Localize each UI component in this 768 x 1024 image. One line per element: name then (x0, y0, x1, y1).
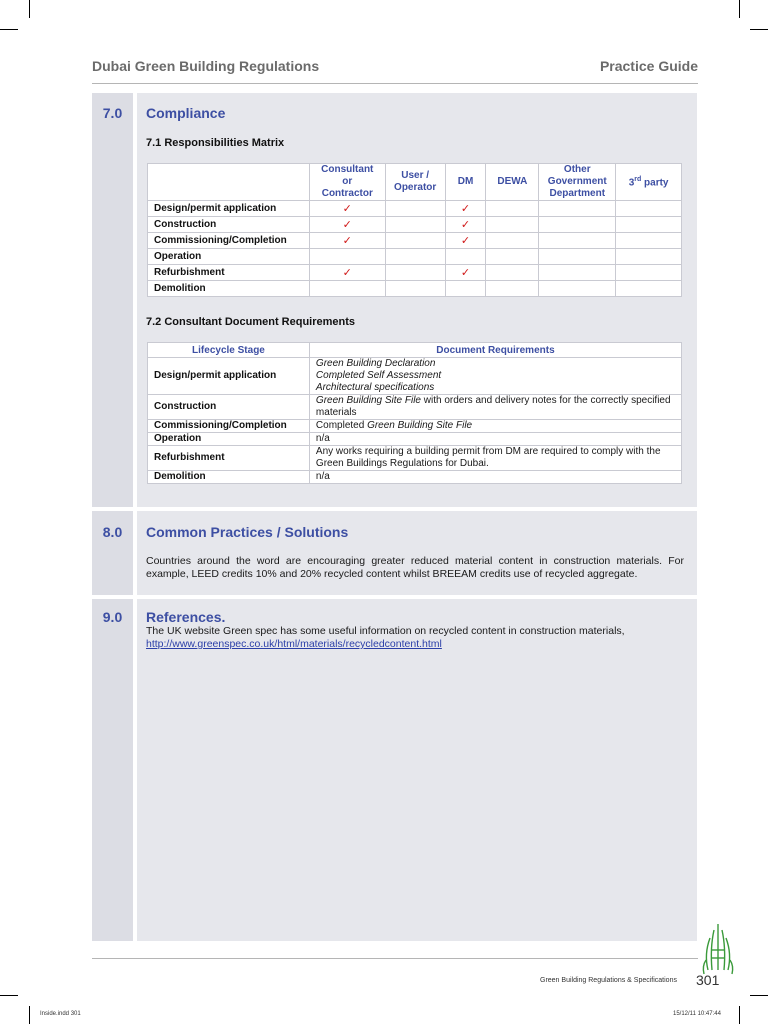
slug-file-info: Inside.indd 301 (40, 1011, 81, 1017)
section-title: Compliance (146, 105, 226, 121)
column-header-third-party: 3rd party (616, 164, 682, 201)
section-number: 7.0 (102, 105, 123, 121)
footer-text: Green Building Regulations & Specifications (540, 977, 677, 984)
references-text: The UK website Green spec has some useful information on recycled content in construction materials, (146, 625, 625, 637)
matrix-cell (309, 281, 385, 297)
stage-label: Operation (148, 433, 310, 446)
column-header-dewa: DEWA (486, 164, 539, 201)
requirement-cell: n/a (309, 433, 681, 446)
section-number: 9.0 (102, 609, 123, 625)
crop-mark (750, 995, 768, 996)
stage-label: Refurbishment (148, 446, 310, 471)
matrix-cell (616, 265, 682, 281)
crop-mark (29, 1006, 30, 1024)
column-header-lifecycle-stage: Lifecycle Stage (148, 343, 310, 358)
matrix-cell (486, 281, 539, 297)
matrix-cell (616, 233, 682, 249)
footer-rule (92, 958, 698, 959)
subsection-title: 7.1 Responsibilities Matrix (146, 137, 285, 149)
table-row (148, 281, 682, 297)
check-icon: ✓ (445, 201, 486, 217)
stage-label: Operation (148, 249, 310, 265)
crop-mark (0, 995, 18, 996)
matrix-cell (616, 281, 682, 297)
table-row (148, 217, 682, 233)
crop-mark (739, 1006, 740, 1024)
matrix-cell (385, 281, 445, 297)
table-row (148, 358, 682, 395)
column-header-user-operator: User / Operator (385, 164, 445, 201)
column-header-dm: DM (445, 164, 486, 201)
section-number-panel (92, 599, 133, 941)
requirement-cell: Completed Green Building Site File (309, 420, 681, 433)
matrix-corner-cell (148, 164, 310, 201)
matrix-cell (486, 201, 539, 217)
requirement-cell: Green Building Site File with orders and delivery notes for the correctly specified materials (309, 395, 681, 420)
matrix-cell (309, 249, 385, 265)
matrix-cell (385, 217, 445, 233)
matrix-cell (486, 265, 539, 281)
subsection-title: 7.2 Consultant Document Requirements (146, 316, 356, 328)
table-row (148, 249, 682, 265)
matrix-header-row (148, 164, 682, 201)
table-row (148, 395, 682, 420)
stage-label: Commissioning/Completion (148, 420, 310, 433)
table-row (148, 420, 682, 433)
stage-label: Refurbishment (148, 265, 310, 281)
section-title: Common Practices / Solutions (146, 524, 349, 540)
table-row (148, 446, 682, 471)
matrix-cell (539, 249, 616, 265)
crop-mark (29, 0, 30, 18)
page-number: 301 (696, 972, 720, 988)
table-row (148, 433, 682, 446)
matrix-cell (539, 281, 616, 297)
column-header-consultant: Consultant or Contractor (309, 164, 385, 201)
references-paragraph (146, 625, 684, 651)
table-row (148, 265, 682, 281)
matrix-cell (385, 233, 445, 249)
stage-label: Commissioning/Completion (148, 233, 310, 249)
stage-label: Design/permit application (148, 201, 310, 217)
matrix-cell (486, 217, 539, 233)
matrix-cell (385, 249, 445, 265)
column-header-other-government: Other Government Department (539, 164, 616, 201)
requirement-cell: n/a (309, 471, 681, 484)
greenspec-link[interactable]: http://www.greenspec.co.uk/html/materials/recycledcontent.html (146, 638, 442, 650)
check-icon: ✓ (309, 217, 385, 233)
document-type: Practice Guide (599, 58, 698, 74)
matrix-cell (539, 265, 616, 281)
table-row (148, 233, 682, 249)
matrix-cell (539, 233, 616, 249)
table-row (148, 471, 682, 484)
document-requirements-table (147, 342, 682, 484)
stage-label: Demolition (148, 471, 310, 484)
section-number: 8.0 (102, 524, 123, 540)
check-icon: ✓ (445, 265, 486, 281)
column-header-document-requirements: Document Requirements (309, 343, 681, 358)
crop-mark (0, 29, 18, 30)
stage-label: Construction (148, 217, 310, 233)
crop-mark (750, 29, 768, 30)
matrix-cell (385, 265, 445, 281)
document-title: Dubai Green Building Regulations (92, 58, 320, 74)
check-icon: ✓ (309, 201, 385, 217)
table-row (148, 201, 682, 217)
check-icon: ✓ (309, 265, 385, 281)
responsibilities-matrix (147, 163, 682, 297)
section-number-panel (92, 93, 133, 507)
check-icon: ✓ (445, 217, 486, 233)
stage-label: Design/permit application (148, 358, 310, 395)
practices-paragraph: Countries around the word are encouraging greater reduced material content in construction materials. For example, LEED credits 10% and 20% recycled content whilst BREEAM credits use of recycled aggregate. (146, 555, 684, 580)
requirement-cell: Green Building Declaration Completed Self Assessment Architectural specifications (309, 358, 681, 395)
docreq-header-row (148, 343, 682, 358)
green-building-logo-icon (700, 920, 736, 978)
stage-label: Demolition (148, 281, 310, 297)
check-icon: ✓ (309, 233, 385, 249)
slug-timestamp: 15/12/11 10:47:44 (673, 1011, 721, 1017)
stage-label: Construction (148, 395, 310, 420)
matrix-cell (385, 201, 445, 217)
check-icon: ✓ (445, 233, 486, 249)
matrix-cell (616, 217, 682, 233)
matrix-cell (616, 249, 682, 265)
matrix-cell (616, 201, 682, 217)
requirement-cell: Any works requiring a building permit from DM are required to comply with the Green Buildings Regulations for Dubai. (309, 446, 681, 471)
section-title: References. (146, 609, 226, 625)
matrix-cell (539, 217, 616, 233)
matrix-cell (445, 249, 486, 265)
crop-mark (739, 0, 740, 18)
matrix-cell (486, 249, 539, 265)
matrix-cell (486, 233, 539, 249)
header-rule (92, 83, 698, 84)
matrix-cell (445, 281, 486, 297)
matrix-cell (539, 201, 616, 217)
